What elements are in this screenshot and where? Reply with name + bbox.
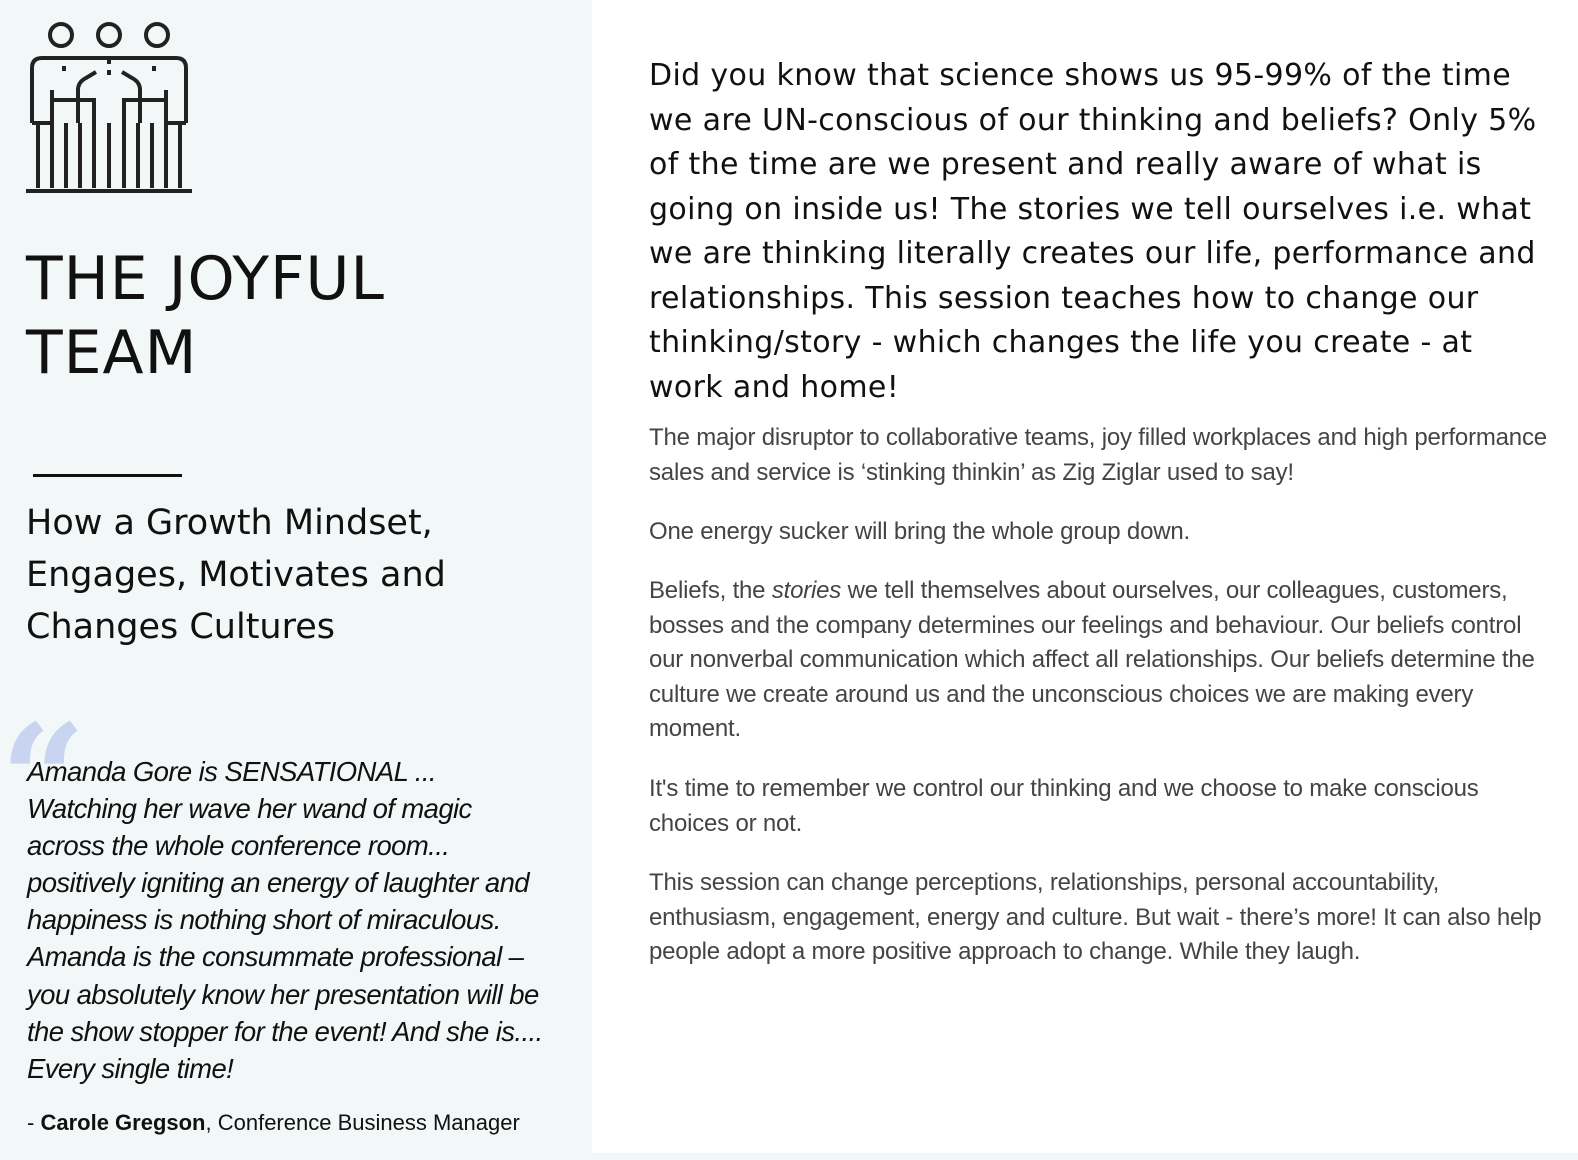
testimonial-attribution (27, 1108, 567, 1138)
sidebar (0, 0, 592, 1160)
page-title: THE JOYFUL TEAM (26, 244, 385, 388)
team-of-people-icon (26, 20, 192, 196)
paragraph-3-end: we tell themselves about ourselves, our colleagues, customers, bosses and the company determines our feelings and behaviour. Our beliefs control our nonverbal communication which affect all relationships. Our beliefs determine the culture we create around us and the unconscious choices we are making every moment. (649, 577, 1535, 743)
body-paragraph-4: It's time to remember we control our thinking and we choose to make conscious choices or not. (649, 775, 1479, 837)
quotation-mark-icon: “ (0, 692, 87, 868)
body-paragraph-3 (649, 574, 1549, 747)
testimonial-author-role: , Conference Business Manager (205, 1110, 520, 1135)
paragraph-3-start: Beliefs, the (649, 577, 772, 604)
testimonial-author: Carole Gregson (40, 1110, 206, 1135)
body-paragraph-1: The major disruptor to collaborative teams, joy filled workplaces and high performance sales and service is ‘stinking thinkin’ as Zig Ziglar used to say! (649, 424, 1547, 486)
footer-strip (592, 1153, 1578, 1160)
body-paragraph-5: This session can change perceptions, relationships, personal accountability, enthusiasm, engagement, energy and culture. But wait - there’s more! It can also help people adopt a more positive approach to change. While they laugh. (649, 869, 1542, 966)
paragraph-3-emphasis: stories (771, 577, 842, 604)
title-divider (33, 474, 182, 477)
attribution-prefix: - (27, 1110, 41, 1135)
lead-paragraph: Did you know that science shows us 95-99% of the time we are UN-conscious of our thinking and beliefs? Only 5% of the time are we present and really aware of what is going on inside us! The stories we tell ourselves i.e. what we are thinking literally creates our life, performance and relationships. This session teaches how to change our thinking/story - which changes the life you create - at work and home! (649, 58, 1537, 405)
page-subtitle: How a Growth Mindset, Engages, Motivates and Changes Cultures (26, 503, 446, 647)
testimonial-quote: Amanda Gore is SENSATIONAL ... Watching her wave her wand of magic across the whole conference room... positively igniting an energy of laughter and happiness is nothing short of miraculous. Amanda is the consummate professional – you absolutely know her presentation will be the show stopper for the event! And she is.... Every single time! (27, 756, 543, 1084)
body-paragraph-2: One energy sucker will bring the whole group down. (649, 518, 1190, 545)
